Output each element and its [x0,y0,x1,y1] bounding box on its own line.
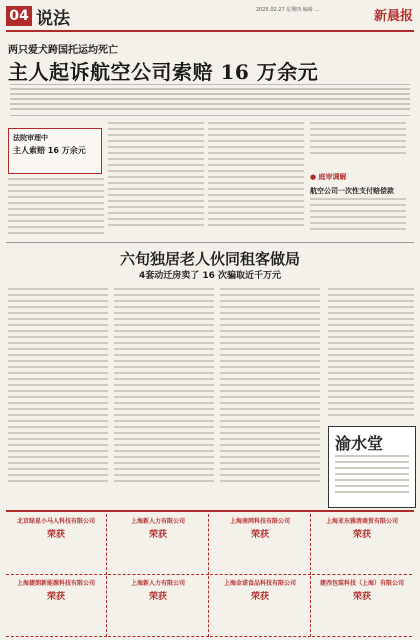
article2-headline: 六旬独居老人伙同租客做局 [119,250,300,268]
ad-cell [210,514,311,575]
article2-col2 [114,288,214,486]
ad-company: 上海金诺食品科技有限公司 [223,580,296,587]
ad-cell [6,576,107,637]
ad-label: 荣获 [46,530,65,540]
ad-box [328,426,416,508]
ad-label: 荣获 [250,592,269,602]
ad-company: 上海新人力有限公司 [130,580,185,587]
article1-col1 [8,178,104,238]
ad-label: 荣获 [250,530,269,540]
article1-headline: 主人起诉航空公司索赔 16 万余元 [8,60,319,84]
ad-label: 荣获 [352,592,371,602]
article1-col3 [208,122,304,230]
section-title: 说法 [36,9,70,29]
ad-cell [210,576,311,637]
ad-cell [312,576,412,637]
masthead [6,4,414,32]
article2-subhead: 4套动迁房卖了 16 次骗取近千万元 [138,271,282,281]
ad-label: 荣获 [148,592,167,602]
sidebox-value: 主人索赔 16 万余元 [13,146,86,155]
article1-col4 [310,122,406,158]
article2-col4 [328,288,414,420]
ad-company: 北京绿星小马人科技有限公司 [16,518,95,525]
ad-cell [108,576,209,637]
ad-cell [108,514,209,575]
article1-lead [10,84,410,116]
article1-sub-label: 航空公司一次性支付赔偿款 [310,187,394,195]
article1-sidebox [8,128,102,174]
article1-col2 [108,122,204,230]
ad-label: 荣获 [46,592,65,602]
ad-cell [6,514,107,575]
newspaper-logo: 新晨报 [374,9,414,24]
ad-label: 荣获 [148,530,167,540]
ad-company: 上海南网科技有限公司 [229,518,290,525]
article1-col4b [310,198,406,234]
article2-col3 [220,288,320,486]
masthead-meta: 2025.02.27 星期四 编辑 … [256,7,320,13]
classified-ads [6,510,414,636]
ad-company: 上海捷朗新能源科技有限公司 [16,580,95,587]
ad-company: 上海新人力有限公司 [130,518,185,525]
ad-company: 上海亚东雅清商贸有限公司 [325,518,398,525]
ad-company: 建西包装科技（上海）有限公司 [319,580,404,587]
ad-cell [312,514,412,575]
article1-sub-prefix: ● 庭审调解 [310,173,347,181]
page-number: 04 [6,6,32,26]
article2-col1 [8,288,108,486]
ad-box-title: 渝水堂 [335,434,384,453]
sidebox-label: 法院审理中 [13,134,48,142]
section-divider [6,242,414,243]
ad-label: 荣获 [352,530,371,540]
article1-kicker: 两只爱犬跨国托运均死亡 [8,45,118,56]
